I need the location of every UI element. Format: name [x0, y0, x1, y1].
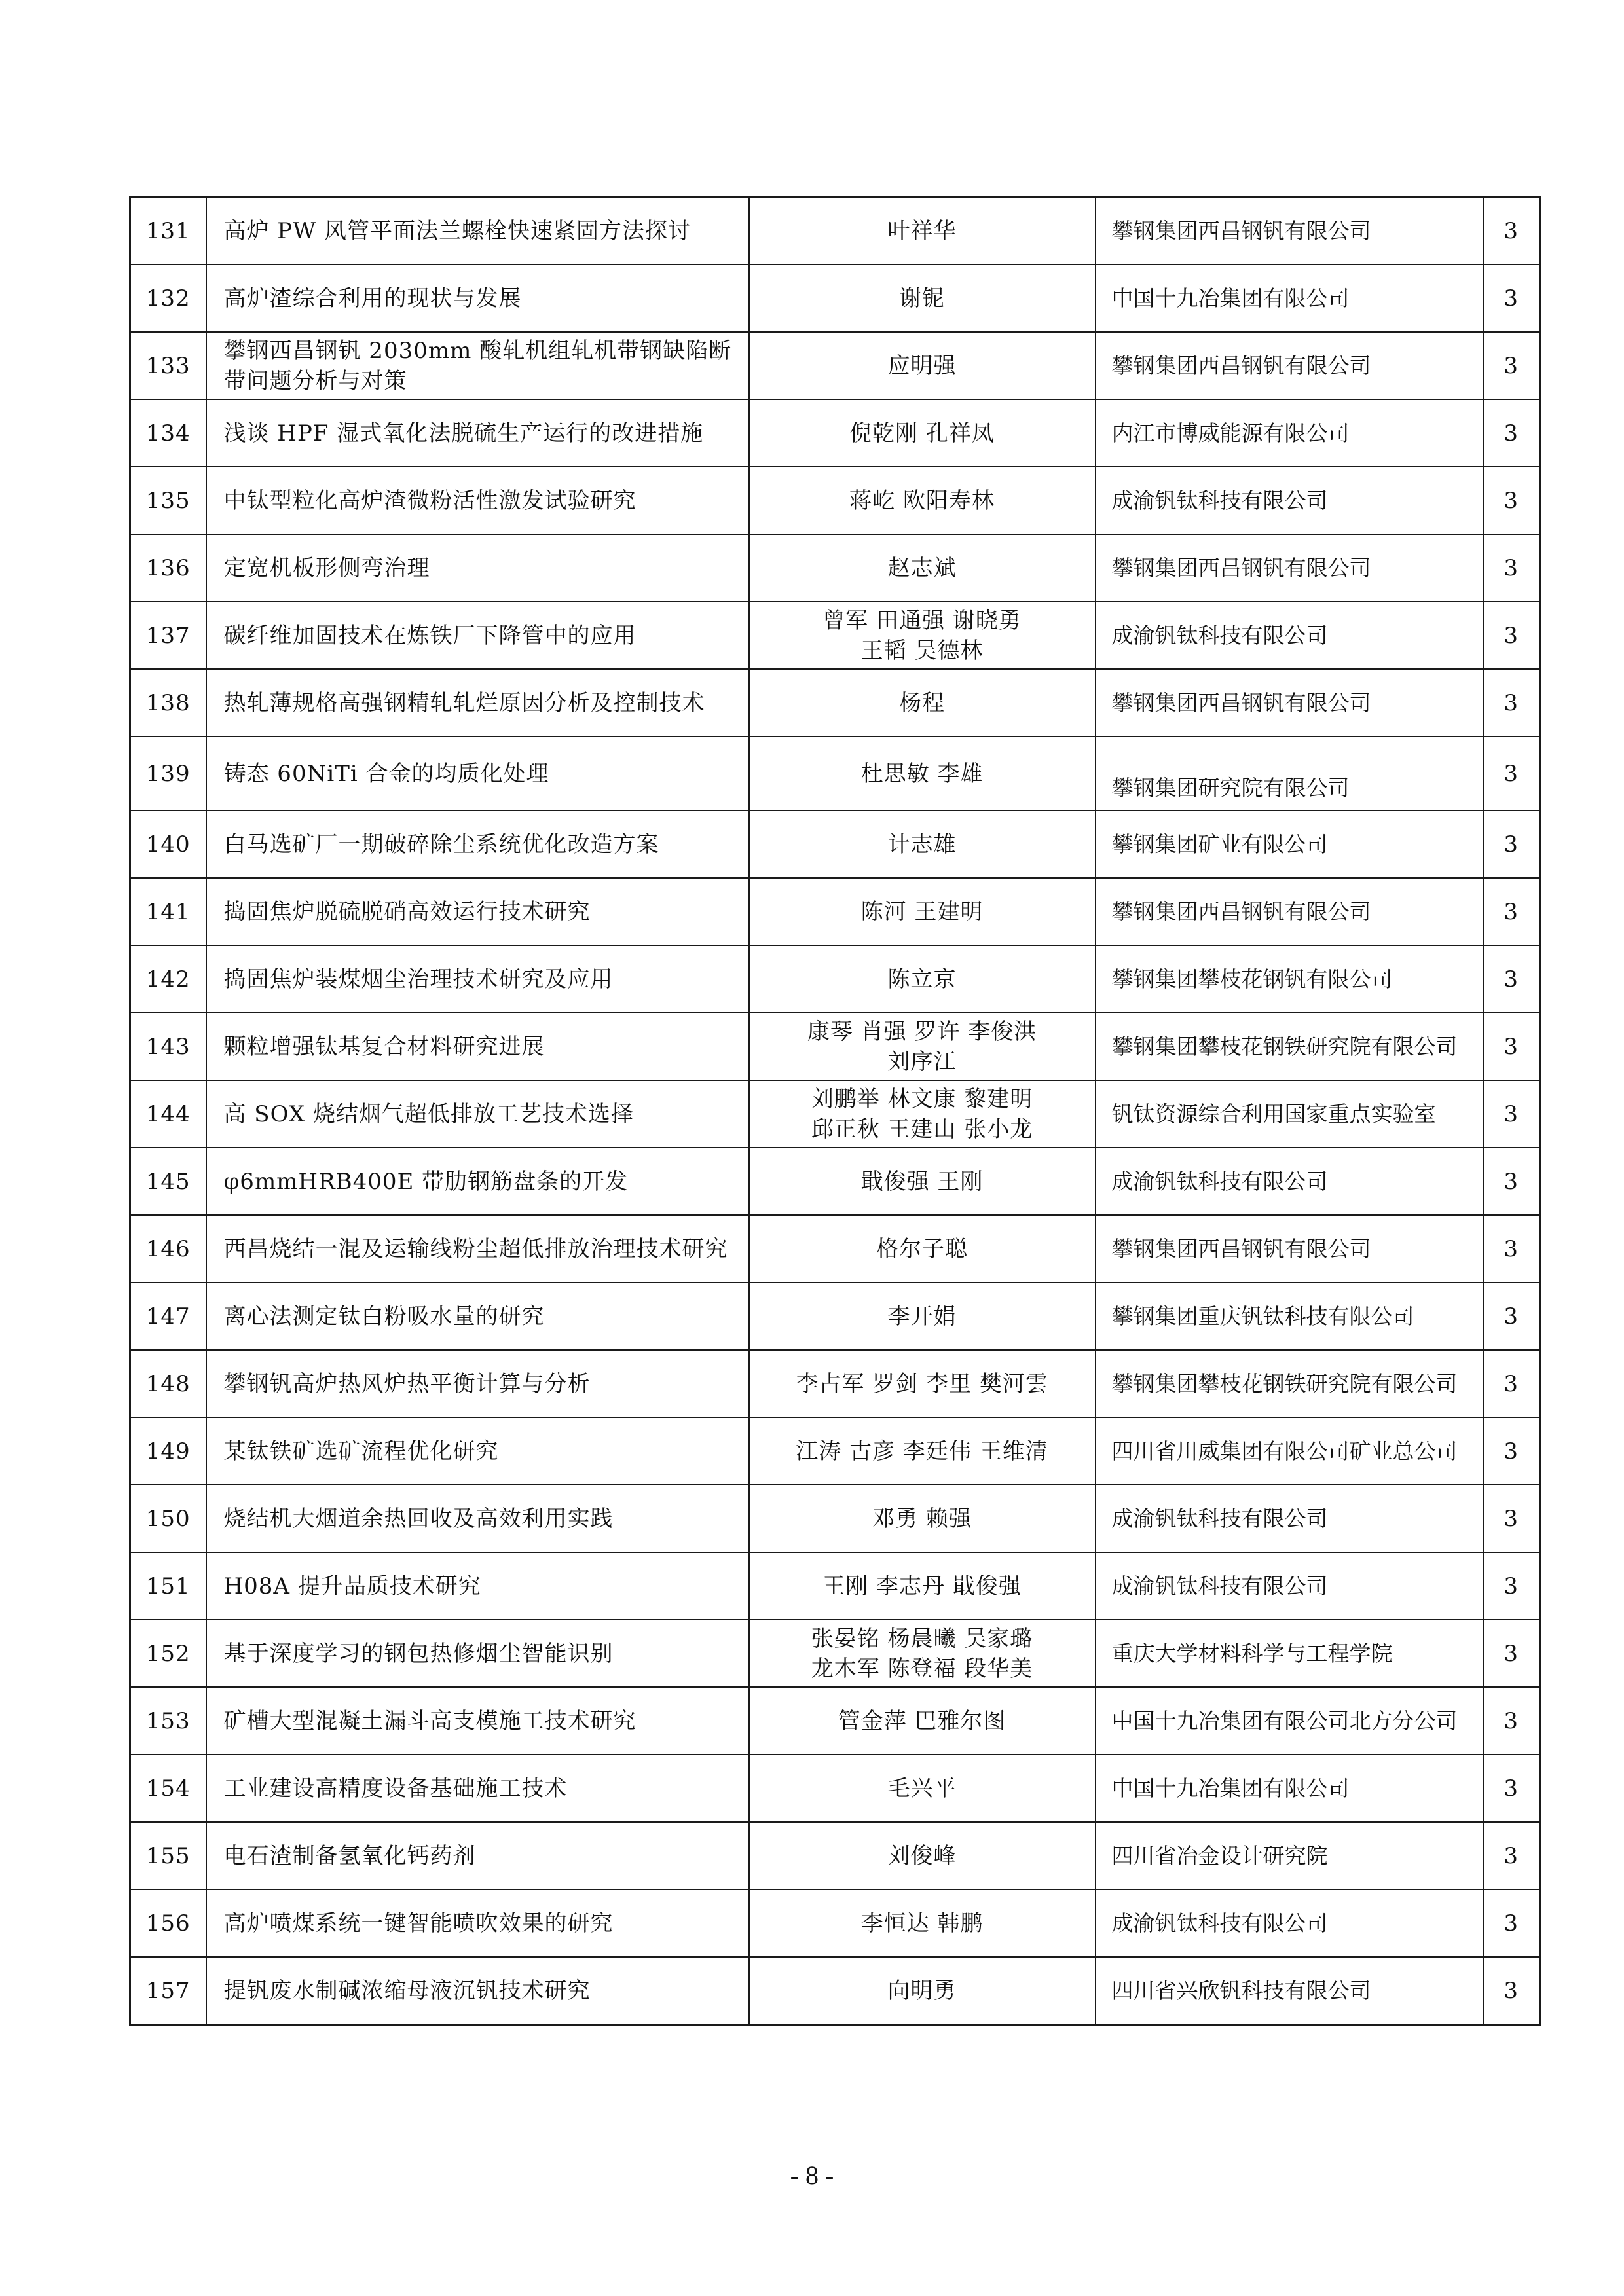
table-row [130, 811, 1540, 878]
row-number: 154 [130, 1755, 206, 1822]
count: 3 [1483, 1620, 1540, 1687]
paper-title: 电石渣制备氢氧化钙药剂 [206, 1822, 749, 1889]
organization: 中国十九冶集团有限公司 [1096, 1755, 1483, 1822]
row-number: 144 [130, 1080, 206, 1148]
count: 3 [1483, 945, 1540, 1013]
paper-title: 定宽机板形侧弯治理 [206, 534, 749, 602]
count: 3 [1483, 1889, 1540, 1957]
count: 3 [1483, 1957, 1540, 2025]
organization: 四川省川威集团有限公司矿业总公司 [1096, 1417, 1483, 1485]
author-line: 陈河 王建明 [860, 898, 984, 925]
authors-cell [749, 1350, 1096, 1417]
table-row [130, 1148, 1540, 1215]
count: 3 [1483, 878, 1540, 945]
authors-cell [749, 1283, 1096, 1350]
row-number: 148 [130, 1350, 206, 1417]
table-row [130, 1822, 1540, 1889]
author-line: 王刚 李志丹 戢俊强 [822, 1573, 1022, 1599]
paper-title: 中钛型粒化高炉渣微粉活性激发试验研究 [206, 467, 749, 534]
count: 3 [1483, 602, 1540, 669]
paper-title: 高 SOX 烧结烟气超低排放工艺技术选择 [206, 1080, 749, 1148]
table-row [130, 197, 1540, 265]
row-number: 157 [130, 1957, 206, 2025]
organization: 攀钢集团西昌钢钒有限公司 [1096, 197, 1483, 265]
authors-cell [749, 1552, 1096, 1620]
paper-title: 矿槽大型混凝土漏斗高支模施工技术研究 [206, 1687, 749, 1755]
table-row [130, 1620, 1540, 1687]
author-line: 谢铌 [899, 285, 945, 312]
award-list-table [129, 196, 1541, 2026]
paper-title: 攀钢西昌钢钒 2030mm 酸轧机组轧机带钢缺陷断带问题分析与对策 [206, 332, 749, 399]
authors-cell [749, 1013, 1096, 1080]
organization: 攀钢集团矿业有限公司 [1096, 811, 1483, 878]
authors-cell [749, 399, 1096, 467]
author-line: 康琴 肖强 罗许 李俊洪 [807, 1018, 1037, 1045]
count: 3 [1483, 1485, 1540, 1552]
organization: 攀钢集团西昌钢钒有限公司 [1096, 332, 1483, 399]
author-line: 杨程 [899, 689, 945, 716]
paper-title: 铸态 60NiTi 合金的均质化处理 [206, 737, 749, 811]
author-line: 王韬 吴德林 [860, 637, 984, 664]
table-row [130, 399, 1540, 467]
row-number: 134 [130, 399, 206, 467]
paper-title: 离心法测定钛白粉吸水量的研究 [206, 1283, 749, 1350]
count: 3 [1483, 669, 1540, 737]
authors-cell [749, 1215, 1096, 1283]
authors-cell [749, 945, 1096, 1013]
authors-cell [749, 669, 1096, 737]
authors-cell [749, 1620, 1096, 1687]
paper-title: 西昌烧结一混及运输线粉尘超低排放治理技术研究 [206, 1215, 749, 1283]
table-row [130, 737, 1540, 811]
authors-cell [749, 1755, 1096, 1822]
author-line: 倪乾刚 孔祥凤 [849, 420, 995, 446]
row-number: 135 [130, 467, 206, 534]
organization: 攀钢集团重庆钒钛科技有限公司 [1096, 1283, 1483, 1350]
table-row [130, 1957, 1540, 2025]
organization: 成渝钒钛科技有限公司 [1096, 1148, 1483, 1215]
page-number: - 8 - [790, 2160, 834, 2190]
count: 3 [1483, 1215, 1540, 1283]
authors-cell [749, 1822, 1096, 1889]
authors-cell [749, 1485, 1096, 1552]
paper-title: 提钒废水制碱浓缩母液沉钒技术研究 [206, 1957, 749, 2025]
organization: 攀钢集团西昌钢钒有限公司 [1096, 878, 1483, 945]
table-row [130, 1755, 1540, 1822]
count: 3 [1483, 1822, 1540, 1889]
paper-title: 基于深度学习的钢包热修烟尘智能识别 [206, 1620, 749, 1687]
author-line: 叶祥华 [887, 217, 957, 244]
row-number: 132 [130, 264, 206, 332]
author-line: 刘俊峰 [887, 1842, 957, 1869]
organization: 攀钢集团攀枝花钢钒有限公司 [1096, 945, 1483, 1013]
row-number: 131 [130, 197, 206, 265]
organization: 攀钢集团研究院有限公司 [1096, 737, 1483, 811]
table-row [130, 1417, 1540, 1485]
row-number: 151 [130, 1552, 206, 1620]
count: 3 [1483, 737, 1540, 811]
paper-title: 高炉 PW 风管平面法兰螺栓快速紧固方法探讨 [206, 197, 749, 265]
organization: 成渝钒钛科技有限公司 [1096, 602, 1483, 669]
author-line: 李占军 罗剑 李里 樊河雲 [796, 1370, 1048, 1397]
table-row [130, 534, 1540, 602]
author-line: 龙木军 陈登福 段华美 [811, 1655, 1033, 1682]
organization: 钒钛资源综合利用国家重点实验室 [1096, 1080, 1483, 1148]
row-number: 153 [130, 1687, 206, 1755]
author-line: 应明强 [887, 352, 957, 379]
count: 3 [1483, 1687, 1540, 1755]
table-body [130, 197, 1540, 2025]
authors-cell [749, 534, 1096, 602]
table-row [130, 332, 1540, 399]
row-number: 138 [130, 669, 206, 737]
table-row [130, 1350, 1540, 1417]
paper-title: 热轧薄规格高强钢精轧轧烂原因分析及控制技术 [206, 669, 749, 737]
row-number: 140 [130, 811, 206, 878]
paper-title: 工业建设高精度设备基础施工技术 [206, 1755, 749, 1822]
row-number: 133 [130, 332, 206, 399]
count: 3 [1483, 1148, 1540, 1215]
row-number: 141 [130, 878, 206, 945]
organization: 攀钢集团西昌钢钒有限公司 [1096, 534, 1483, 602]
organization: 攀钢集团西昌钢钒有限公司 [1096, 669, 1483, 737]
table-row [130, 1080, 1540, 1148]
paper-title: 捣固焦炉脱硫脱硝高效运行技术研究 [206, 878, 749, 945]
authors-cell [749, 737, 1096, 811]
row-number: 152 [130, 1620, 206, 1687]
organization: 攀钢集团攀枝花钢铁研究院有限公司 [1096, 1350, 1483, 1417]
author-line: 邱正秋 王建山 张小龙 [811, 1116, 1033, 1142]
table-row [130, 669, 1540, 737]
paper-title: 颗粒增强钛基复合材料研究进展 [206, 1013, 749, 1080]
organization: 成渝钒钛科技有限公司 [1096, 1485, 1483, 1552]
row-number: 155 [130, 1822, 206, 1889]
author-line: 邓勇 赖强 [872, 1505, 972, 1532]
count: 3 [1483, 1350, 1540, 1417]
table-row [130, 264, 1540, 332]
paper-title: 高炉喷煤系统一键智能喷吹效果的研究 [206, 1889, 749, 1957]
count: 3 [1483, 197, 1540, 265]
authors-cell [749, 332, 1096, 399]
paper-title: 白马选矿厂一期破碎除尘系统优化改造方案 [206, 811, 749, 878]
count: 3 [1483, 1755, 1540, 1822]
table-row [130, 945, 1540, 1013]
author-line: 毛兴平 [887, 1775, 957, 1802]
paper-title: 浅谈 HPF 湿式氧化法脱硫生产运行的改进措施 [206, 399, 749, 467]
table-row [130, 1013, 1540, 1080]
organization: 四川省冶金设计研究院 [1096, 1822, 1483, 1889]
table-row [130, 1215, 1540, 1283]
row-number: 145 [130, 1148, 206, 1215]
author-line: 戢俊强 王刚 [860, 1168, 984, 1195]
paper-title: 高炉渣综合利用的现状与发展 [206, 264, 749, 332]
author-line: 刘鹏举 林文康 黎建明 [811, 1085, 1033, 1112]
count: 3 [1483, 1013, 1540, 1080]
table-row [130, 602, 1540, 669]
author-line: 刘序江 [887, 1048, 957, 1075]
count: 3 [1483, 332, 1540, 399]
count: 3 [1483, 264, 1540, 332]
row-number: 136 [130, 534, 206, 602]
authors-cell [749, 811, 1096, 878]
count: 3 [1483, 467, 1540, 534]
authors-cell [749, 1889, 1096, 1957]
count: 3 [1483, 1080, 1540, 1148]
authors-cell [749, 602, 1096, 669]
count: 3 [1483, 1552, 1540, 1620]
organization: 成渝钒钛科技有限公司 [1096, 1552, 1483, 1620]
organization: 中国十九冶集团有限公司北方分公司 [1096, 1687, 1483, 1755]
row-number: 150 [130, 1485, 206, 1552]
authors-cell [749, 264, 1096, 332]
author-line: 李恒达 韩鹏 [860, 1910, 984, 1937]
organization: 攀钢集团西昌钢钒有限公司 [1096, 1215, 1483, 1283]
paper-title: H08A 提升品质技术研究 [206, 1552, 749, 1620]
count: 3 [1483, 534, 1540, 602]
authors-cell [749, 1417, 1096, 1485]
author-line: 江涛 古彦 李廷伟 王维清 [796, 1438, 1048, 1465]
author-line: 蒋屹 欧阳寿林 [849, 487, 995, 514]
organization: 成渝钒钛科技有限公司 [1096, 467, 1483, 534]
organization: 攀钢集团攀枝花钢铁研究院有限公司 [1096, 1013, 1483, 1080]
row-number: 156 [130, 1889, 206, 1957]
author-line: 李开娟 [887, 1303, 957, 1330]
authors-cell [749, 467, 1096, 534]
organization: 成渝钒钛科技有限公司 [1096, 1889, 1483, 1957]
author-line: 杜思敏 李雄 [860, 760, 984, 787]
count: 3 [1483, 399, 1540, 467]
author-line: 向明勇 [887, 1977, 957, 2004]
authors-cell [749, 878, 1096, 945]
authors-cell [749, 1080, 1096, 1148]
paper-title: 某钛铁矿选矿流程优化研究 [206, 1417, 749, 1485]
row-number: 139 [130, 737, 206, 811]
organization: 中国十九冶集团有限公司 [1096, 264, 1483, 332]
row-number: 142 [130, 945, 206, 1013]
count: 3 [1483, 1283, 1540, 1350]
author-line: 赵志斌 [887, 555, 957, 581]
table-row [130, 1283, 1540, 1350]
table-row [130, 1485, 1540, 1552]
authors-cell [749, 1687, 1096, 1755]
row-number: 147 [130, 1283, 206, 1350]
author-line: 管金萍 巴雅尔图 [838, 1707, 1006, 1734]
paper-title: 烧结机大烟道余热回收及高效利用实践 [206, 1485, 749, 1552]
author-line: 计志雄 [887, 831, 957, 858]
table-row [130, 1552, 1540, 1620]
author-line: 曾军 田通强 谢晓勇 [822, 607, 1022, 634]
author-line: 陈立京 [887, 966, 957, 993]
author-line: 张晏铭 杨晨曦 吴家璐 [811, 1625, 1033, 1652]
authors-cell [749, 197, 1096, 265]
table-row [130, 1889, 1540, 1957]
row-number: 137 [130, 602, 206, 669]
row-number: 149 [130, 1417, 206, 1485]
paper-title: 碳纤维加固技术在炼铁厂下降管中的应用 [206, 602, 749, 669]
row-number: 143 [130, 1013, 206, 1080]
author-line: 格尔子聪 [876, 1235, 968, 1262]
table-row [130, 878, 1540, 945]
count: 3 [1483, 1417, 1540, 1485]
paper-title: 捣固焦炉装煤烟尘治理技术研究及应用 [206, 945, 749, 1013]
paper-title: φ6mmHRB400E 带肋钢筋盘条的开发 [206, 1148, 749, 1215]
organization: 内江市博威能源有限公司 [1096, 399, 1483, 467]
row-number: 146 [130, 1215, 206, 1283]
organization: 四川省兴欣钒科技有限公司 [1096, 1957, 1483, 2025]
authors-cell [749, 1148, 1096, 1215]
table-row [130, 1687, 1540, 1755]
organization: 重庆大学材料科学与工程学院 [1096, 1620, 1483, 1687]
paper-title: 攀钢钒高炉热风炉热平衡计算与分析 [206, 1350, 749, 1417]
table-row [130, 467, 1540, 534]
authors-cell [749, 1957, 1096, 2025]
count: 3 [1483, 811, 1540, 878]
